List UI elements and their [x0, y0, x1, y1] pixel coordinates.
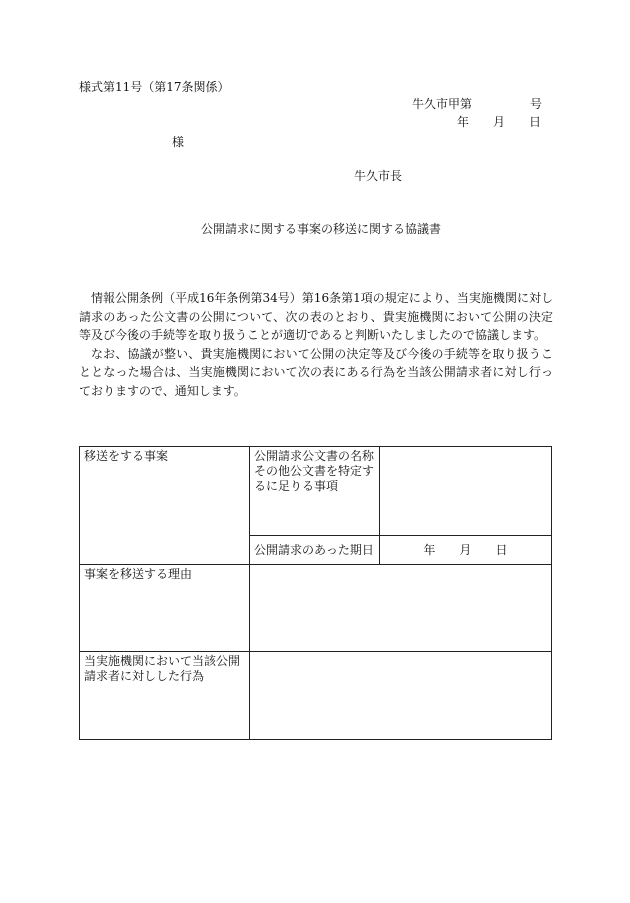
document-name-value-cell[interactable] [379, 447, 551, 536]
sender-name: 牛久市長 [354, 169, 403, 183]
addressee-suffix: 様 [172, 135, 185, 149]
request-date-label-cell: 公開請求のあった期日 [250, 536, 380, 565]
reason-value-cell[interactable] [250, 565, 552, 652]
request-date-month: 月 [459, 542, 472, 557]
document-number-suffix: 号 [530, 97, 543, 111]
date-day: 日 [529, 115, 542, 129]
body-paragraph: なお、協議が整い、貴実施機関において公開の決定等及び今後の手続等を取り扱うこととなった場合は、当実施機関において次の表にある行為を当該公開請求者に対し行っておりますので、通知します。 [79, 346, 553, 398]
form-number: 様式第11号（第17条関係） [79, 80, 230, 94]
body-paragraph: 情報公開条例（平成16年条例第34号）第16条第1項の規定により、当実施機関に対し請求のあった公文書の公開について、次の表のとおり、貴実施機関において公開の決定等及び今後の手続等を取り扱うことが適切であると判断いたしましたので協議します。 [79, 291, 553, 342]
document-body [79, 289, 553, 400]
date-year: 年 [457, 115, 470, 129]
document-number-prefix: 牛久市甲第 [412, 97, 473, 111]
date-month: 月 [493, 115, 506, 129]
document-name-label-cell: 公開請求公文書の名称その他公文書を特定するに足りる事項 [250, 447, 380, 536]
request-date-value-cell[interactable] [379, 536, 551, 565]
document-number-line [412, 97, 542, 111]
request-date-year: 年 [423, 542, 436, 557]
case-label-cell: 移送をする事案 [80, 447, 250, 565]
action-value-cell[interactable] [250, 652, 552, 740]
document-date-line [457, 115, 541, 129]
reason-label-cell: 事案を移送する理由 [80, 565, 250, 652]
action-label-cell: 当実施機関において当該公開請求者に対しした行為 [80, 652, 250, 740]
request-date-day: 日 [495, 542, 508, 557]
transfer-details-table [79, 446, 552, 740]
document-title: 公開請求に関する事案の移送に関する協議書 [201, 222, 442, 236]
